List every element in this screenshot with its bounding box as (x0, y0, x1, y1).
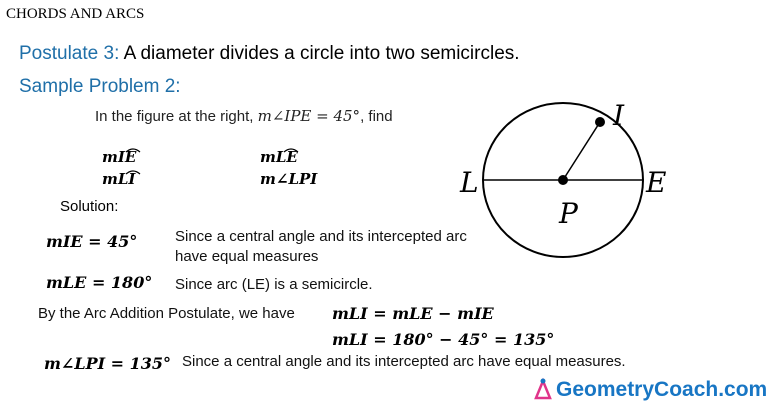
brand-logo-icon (532, 378, 554, 402)
arc-addition-equation: mLI = mLE − mIE (332, 304, 494, 323)
sample-problem-heading: Sample Problem 2: (19, 76, 181, 97)
postulate-text: A diameter divides a circle into two semicircles. (119, 43, 520, 64)
find-item-mLI: mLI (102, 170, 136, 188)
label-I: I (613, 99, 625, 132)
solution-label: Solution: (60, 198, 119, 215)
given-angle: m∠IPE = 45° (257, 107, 361, 125)
brand-name: GeometryCoach.com (556, 378, 767, 401)
page-header-title: CHORDS AND ARCS (6, 6, 145, 22)
problem-intro-prefix: In the figure at the right, (95, 108, 258, 125)
circle-figure (460, 95, 710, 265)
label-P: P (559, 197, 578, 230)
find-item-mLE: mLE (260, 148, 298, 166)
center-point-P (558, 175, 568, 185)
point-I (595, 117, 605, 127)
arc-addition-result: mLI = 180° − 45° = 135° (332, 330, 555, 349)
arc-hat-icon (284, 149, 298, 152)
problem-intro-suffix: , find (360, 108, 393, 125)
reason-2: Since arc (LE) is a semicircle. (175, 276, 373, 293)
label-E: E (646, 166, 667, 199)
arc-hat-icon (126, 149, 140, 152)
find-item-mLPI: m∠LPI (260, 170, 318, 188)
find-item-mIE: mIE (102, 148, 137, 166)
reason-1-line1: Since a central angle and its intercepted arc (175, 228, 467, 245)
equation-mLE: mLE = 180° (46, 273, 153, 292)
arc-addition-text: By the Arc Addition Postulate, we have (38, 305, 295, 322)
reason-3: Since a central angle and its intercepted arc have equal measures. (182, 353, 626, 370)
radius-PI (563, 122, 600, 180)
reason-1-line2: have equal measures (175, 248, 319, 265)
postulate-label: Postulate 3: (19, 43, 120, 64)
label-L: L (460, 166, 479, 199)
equation-mLPI: m∠LPI = 135° (44, 354, 172, 373)
arc-hat-icon (126, 171, 140, 174)
equation-mIE: mIE = 45° (46, 232, 138, 251)
